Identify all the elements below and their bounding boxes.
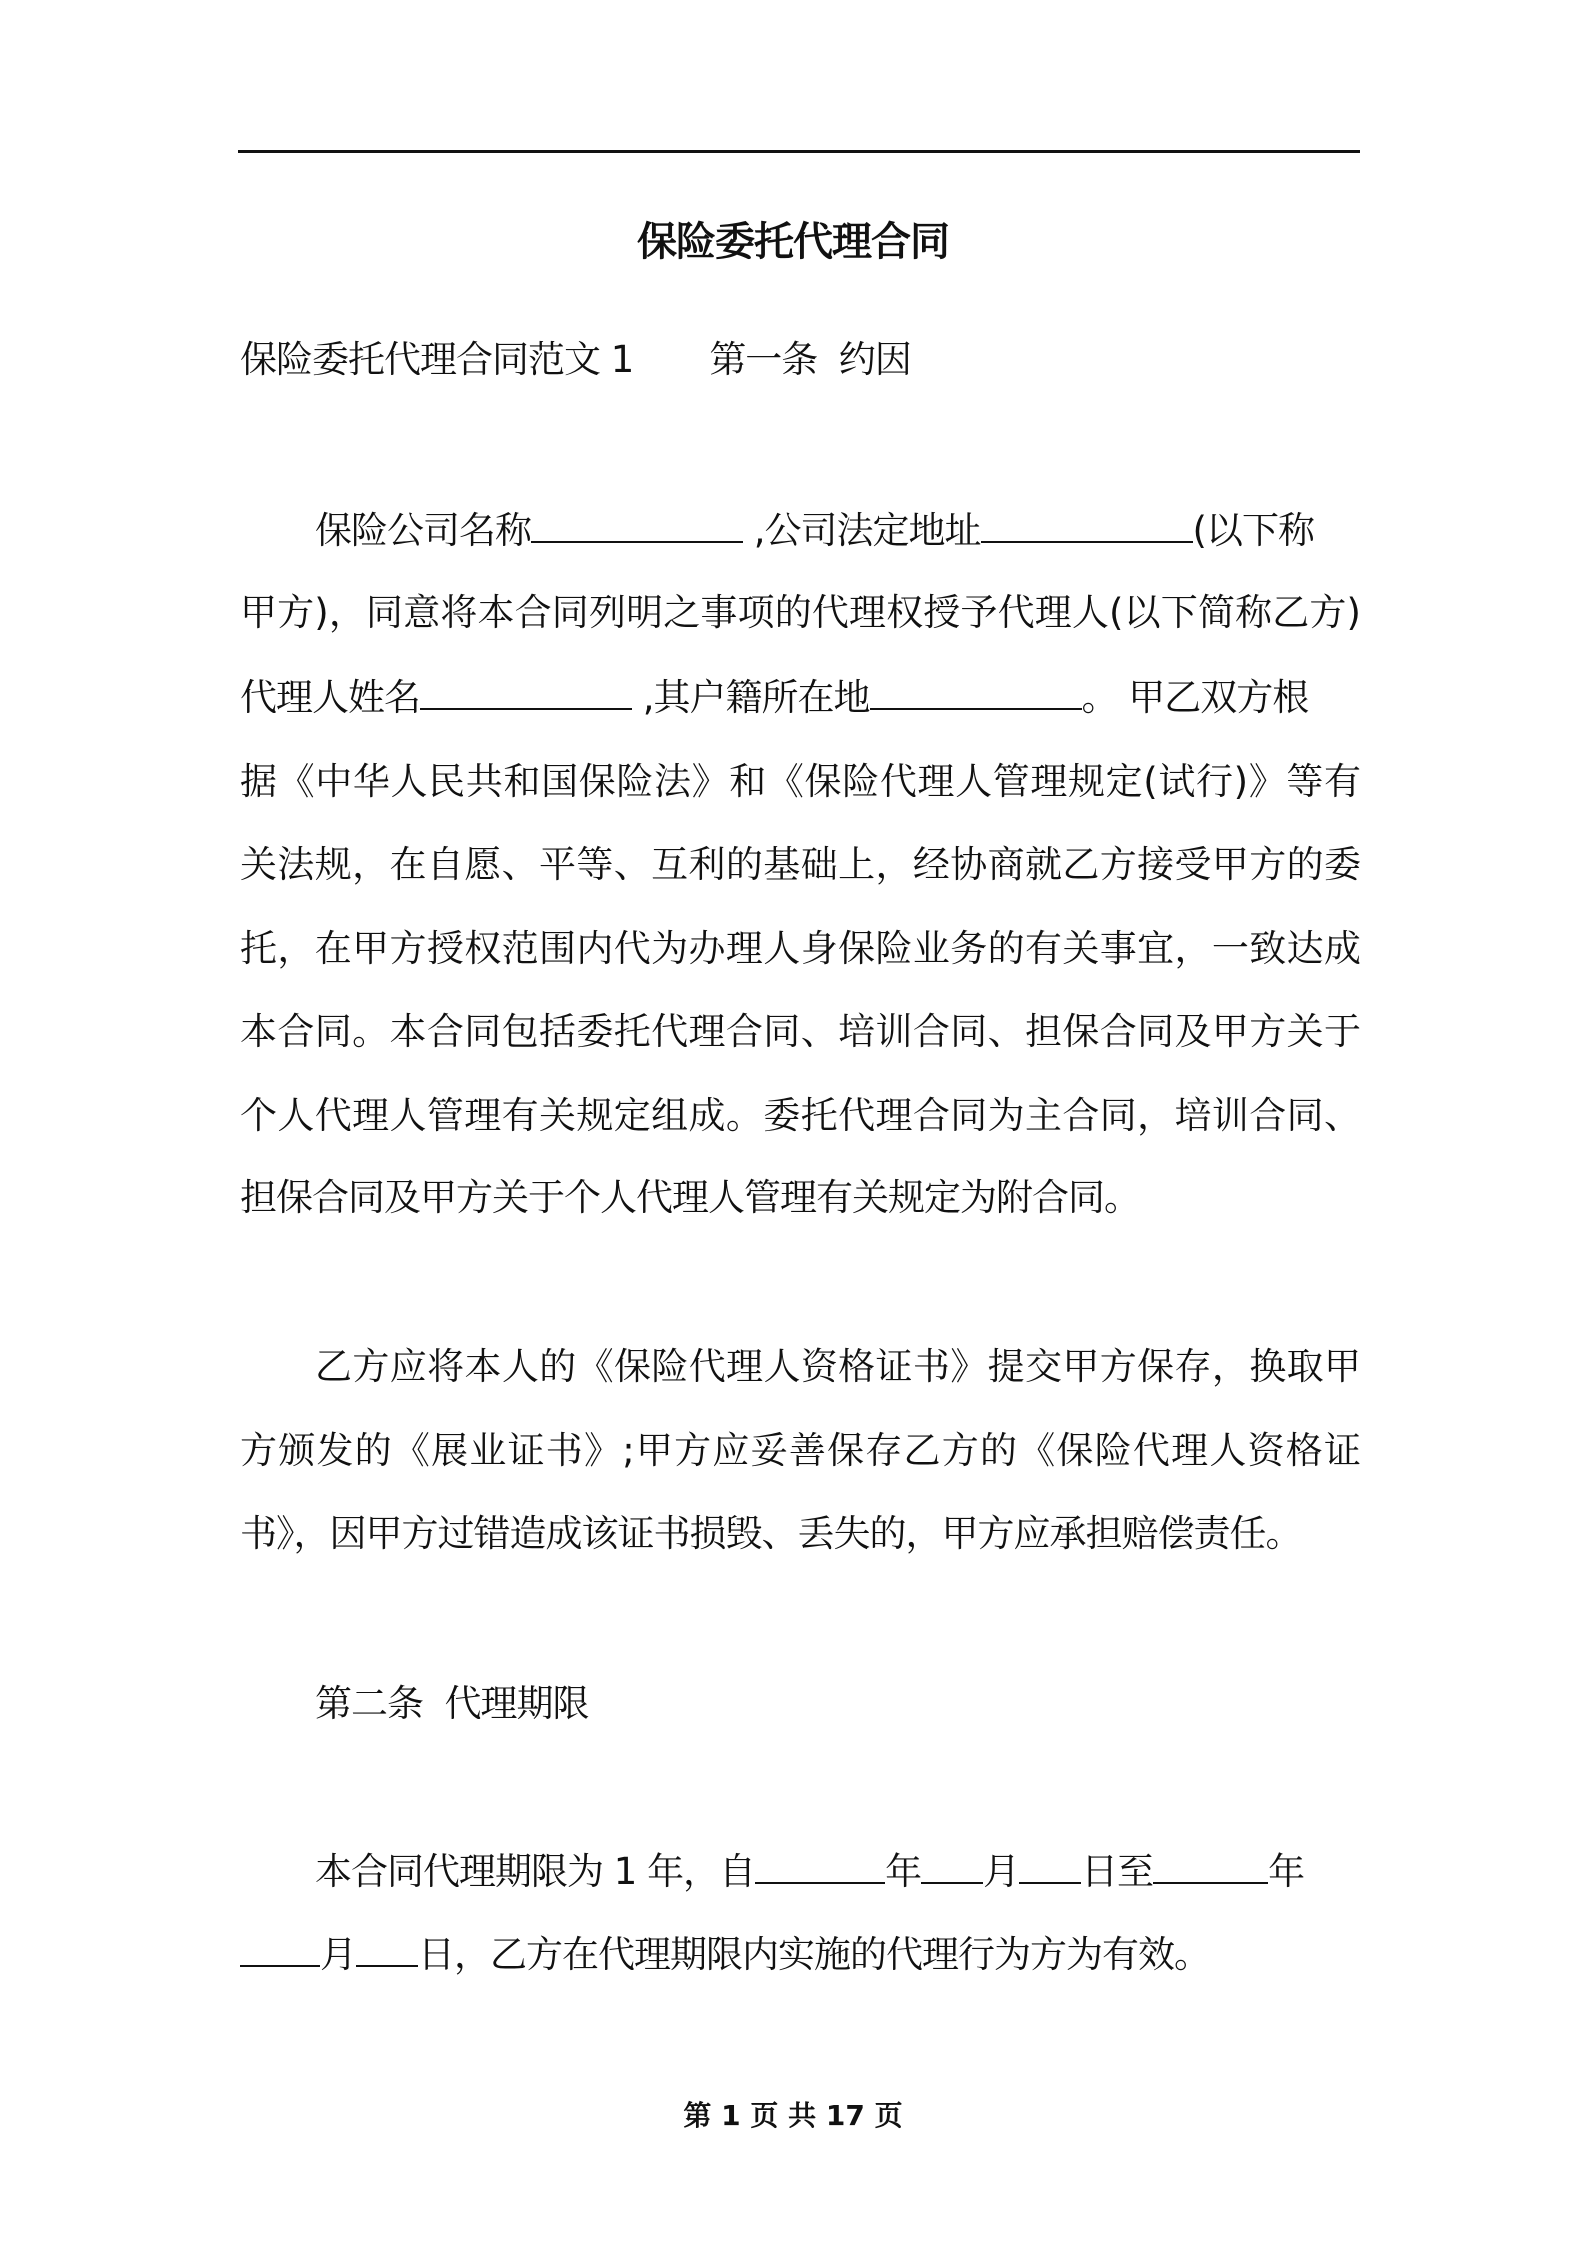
text: ,其户籍所在地 (632, 676, 870, 719)
end-year-blank[interactable] (1153, 1848, 1268, 1884)
paragraph-1-line: 甲方)，同意将本合同列明之事项的代理权授予代理人(以下简称乙方) (240, 591, 1360, 634)
paragraph-1-line: 本合同。本合同包括委托代理合同、培训合同、担保合同及甲方关于 (240, 1010, 1360, 1053)
heading-line (240, 335, 1360, 385)
text: 年 (885, 1850, 922, 1893)
company-name-blank[interactable] (531, 507, 743, 543)
page-footer: 第 1 页 共 17 页 (683, 2099, 903, 2132)
paragraph-1-line: 个人代理人管理有关规定组成。委托代理合同为主合同，培训合同、 (240, 1094, 1360, 1137)
text: 日，乙方在代理期限内实施的代理行为方为有效。 (418, 1933, 1210, 1976)
text: 年 (1268, 1850, 1305, 1893)
paragraph-2-line: 乙方应将本人的《保险代理人资格证书》提交甲方保存，换取甲 (315, 1345, 1360, 1388)
agent-name-blank[interactable] (420, 674, 632, 710)
paragraph-1-line (240, 506, 1360, 556)
header-rule (238, 150, 1360, 153)
paragraph-2-line: 书》，因甲方过错造成该证书损毁、丢失的，甲方应承担赔偿责任。 (240, 1512, 1302, 1555)
text: 。 甲乙双方根 (1081, 676, 1309, 719)
text: (以下称 (1192, 509, 1314, 552)
start-month-blank[interactable] (921, 1848, 983, 1884)
paragraph-1-line: 关法规，在自愿、平等、互利的基础上，经协商就乙方接受甲方的委 (240, 843, 1360, 886)
start-day-blank[interactable] (1019, 1848, 1081, 1884)
start-year-blank[interactable] (755, 1848, 885, 1884)
text: 本合同代理期限为 1 年，自 (315, 1850, 756, 1893)
text: 月 (320, 1933, 356, 1976)
end-day-blank[interactable] (356, 1931, 418, 1967)
paragraph-3-line (240, 1847, 1360, 1897)
text: 保险公司名称 (315, 509, 531, 552)
text: 月 (983, 1850, 1020, 1893)
paragraph-1-line (240, 673, 1360, 723)
text: 日至 (1081, 1850, 1154, 1893)
article-1-heading: 第一条 约因 (709, 338, 911, 381)
text: 代理人姓名 (240, 676, 420, 719)
article-2-heading: 第二条 代理期限 (315, 1682, 589, 1725)
paragraph-1-line: 担保合同及甲方关于个人代理人管理有关规定为附合同。 (240, 1176, 1140, 1219)
document-title: 保险委托代理合同 (637, 219, 949, 265)
paragraph-1-line: 托，在甲方授权范围内代为办理人身保险业务的有关事宜，一致达成 (240, 927, 1360, 970)
sample-label: 保险委托代理合同范文 1 (240, 338, 634, 381)
company-address-blank[interactable] (981, 507, 1193, 543)
end-month-blank[interactable] (240, 1931, 320, 1967)
household-location-blank[interactable] (870, 674, 1082, 710)
paragraph-2-line: 方颁发的《展业证书》;甲方应妥善保存乙方的《保险代理人资格证 (240, 1429, 1360, 1472)
text: ,公司法定地址 (743, 509, 981, 552)
paragraph-3-line (240, 1930, 1360, 1980)
paragraph-1-line: 据《中华人民共和国保险法》和《保险代理人管理规定(试行)》等有 (240, 760, 1360, 803)
